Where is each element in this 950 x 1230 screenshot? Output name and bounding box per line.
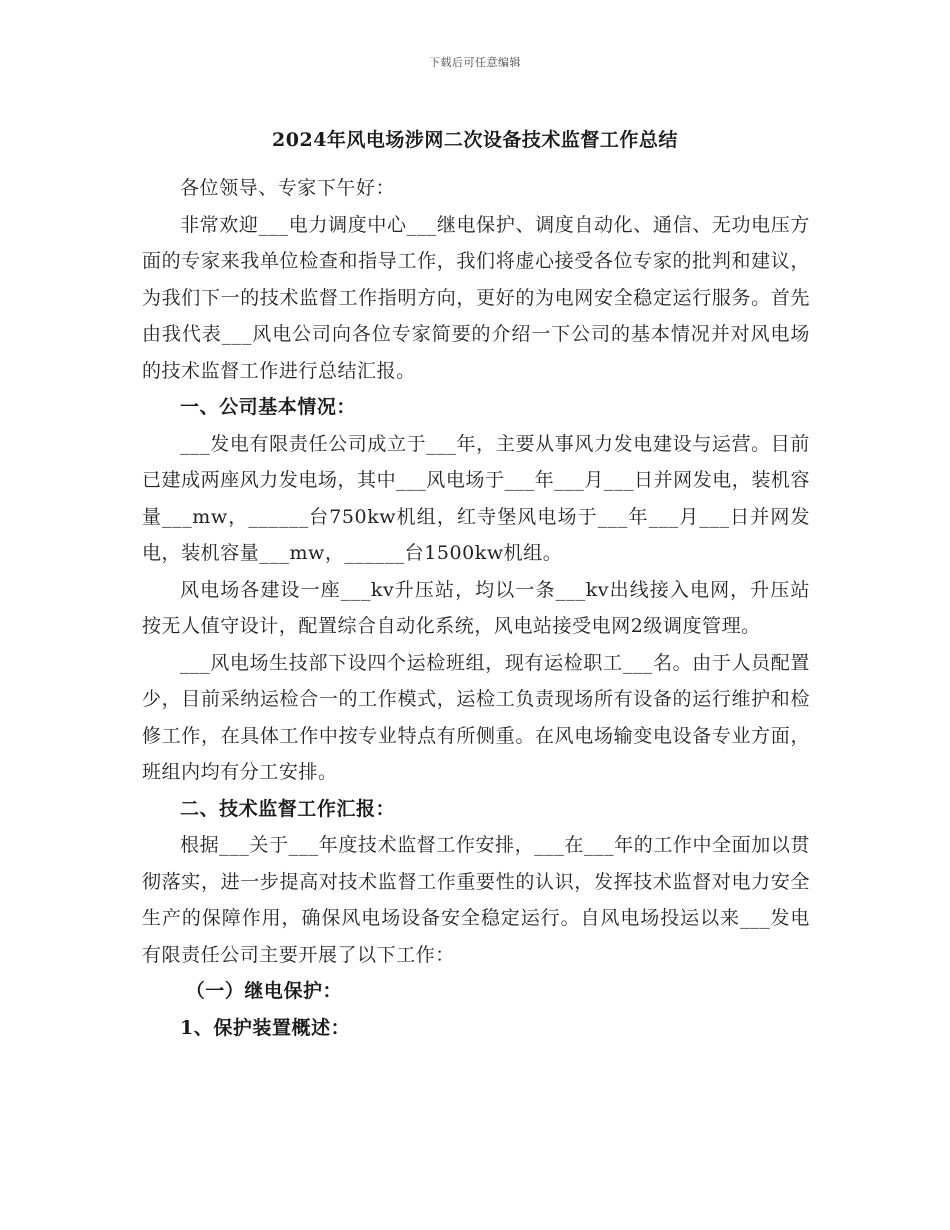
document-title: 2024年风电场涉网二次设备技术监督工作总结: [272, 129, 678, 151]
section-heading-supervision-report: 二、技术监督工作汇报：: [180, 797, 396, 820]
greeting: 各位领导、专家下午好：: [180, 177, 396, 199]
paragraph-report: 根据___关于___年度技术监督工作安排，___在___年的工作中全面加以贯彻落实，进一步提高对技术监督工作重要性的认识，发挥技术监督对电力安全生产的保障作用，确保风电场设备安全稳定运行。自风电场投运以来___发电有限责任公司主要开展了以下工作：: [142, 834, 810, 966]
section-heading-company-overview: 一、公司基本情况：: [180, 396, 356, 418]
paragraph-intro: 非常欢迎___电力调度中心___继电保护、调度自动化、通信、无功电压方面的专家来我单位检查和指导工作，我们将虚心接受各位专家的批判和建议，为我们下一的技术监督工作指明方向，更好的为电网安全稳定运行服务。首先由我代表___风电公司向各位专家简要的介绍一下公司的基本情况并对风电场的技术监督工作进行总结汇报。: [142, 213, 810, 382]
subsection-heading-relay-protection: （一）继电保护：: [185, 980, 343, 1002]
item-heading-protection-overview: 1、保护装置概述：: [180, 1016, 351, 1039]
paragraph-substation: 风电场各建设一座___kv升压站，均以一条___kv出线接入电网，升压站按无人值守设计，配置综合自动化系统，风电站接受电网2级调度管理。: [142, 578, 810, 637]
document-body: [142, 170, 810, 1046]
header-note: 下载后可任意编辑: [429, 56, 521, 69]
paragraph-staffing: ___风电场生技部下设四个运检班组，现有运检职工___名。由于人员配置少，目前采纳运检合一的工作模式，运检工负责现场所有设备的运行维护和检修工作，在具体工作中按专业特点有所侧重。在风电场输变电设备专业方面，班组内均有分工安排。: [142, 651, 810, 783]
paragraph-company-founding: ___发电有限责任公司成立于___年，主要从事风力发电建设与运营。目前已建成两座风力发电场，其中___风电场于___年___月___日并网发电，装机容量___mw，______台750kw机组，红寺堡风电场于___年___月___日并网发电，装机容量___mw，______台1500kw机组。: [142, 432, 811, 564]
